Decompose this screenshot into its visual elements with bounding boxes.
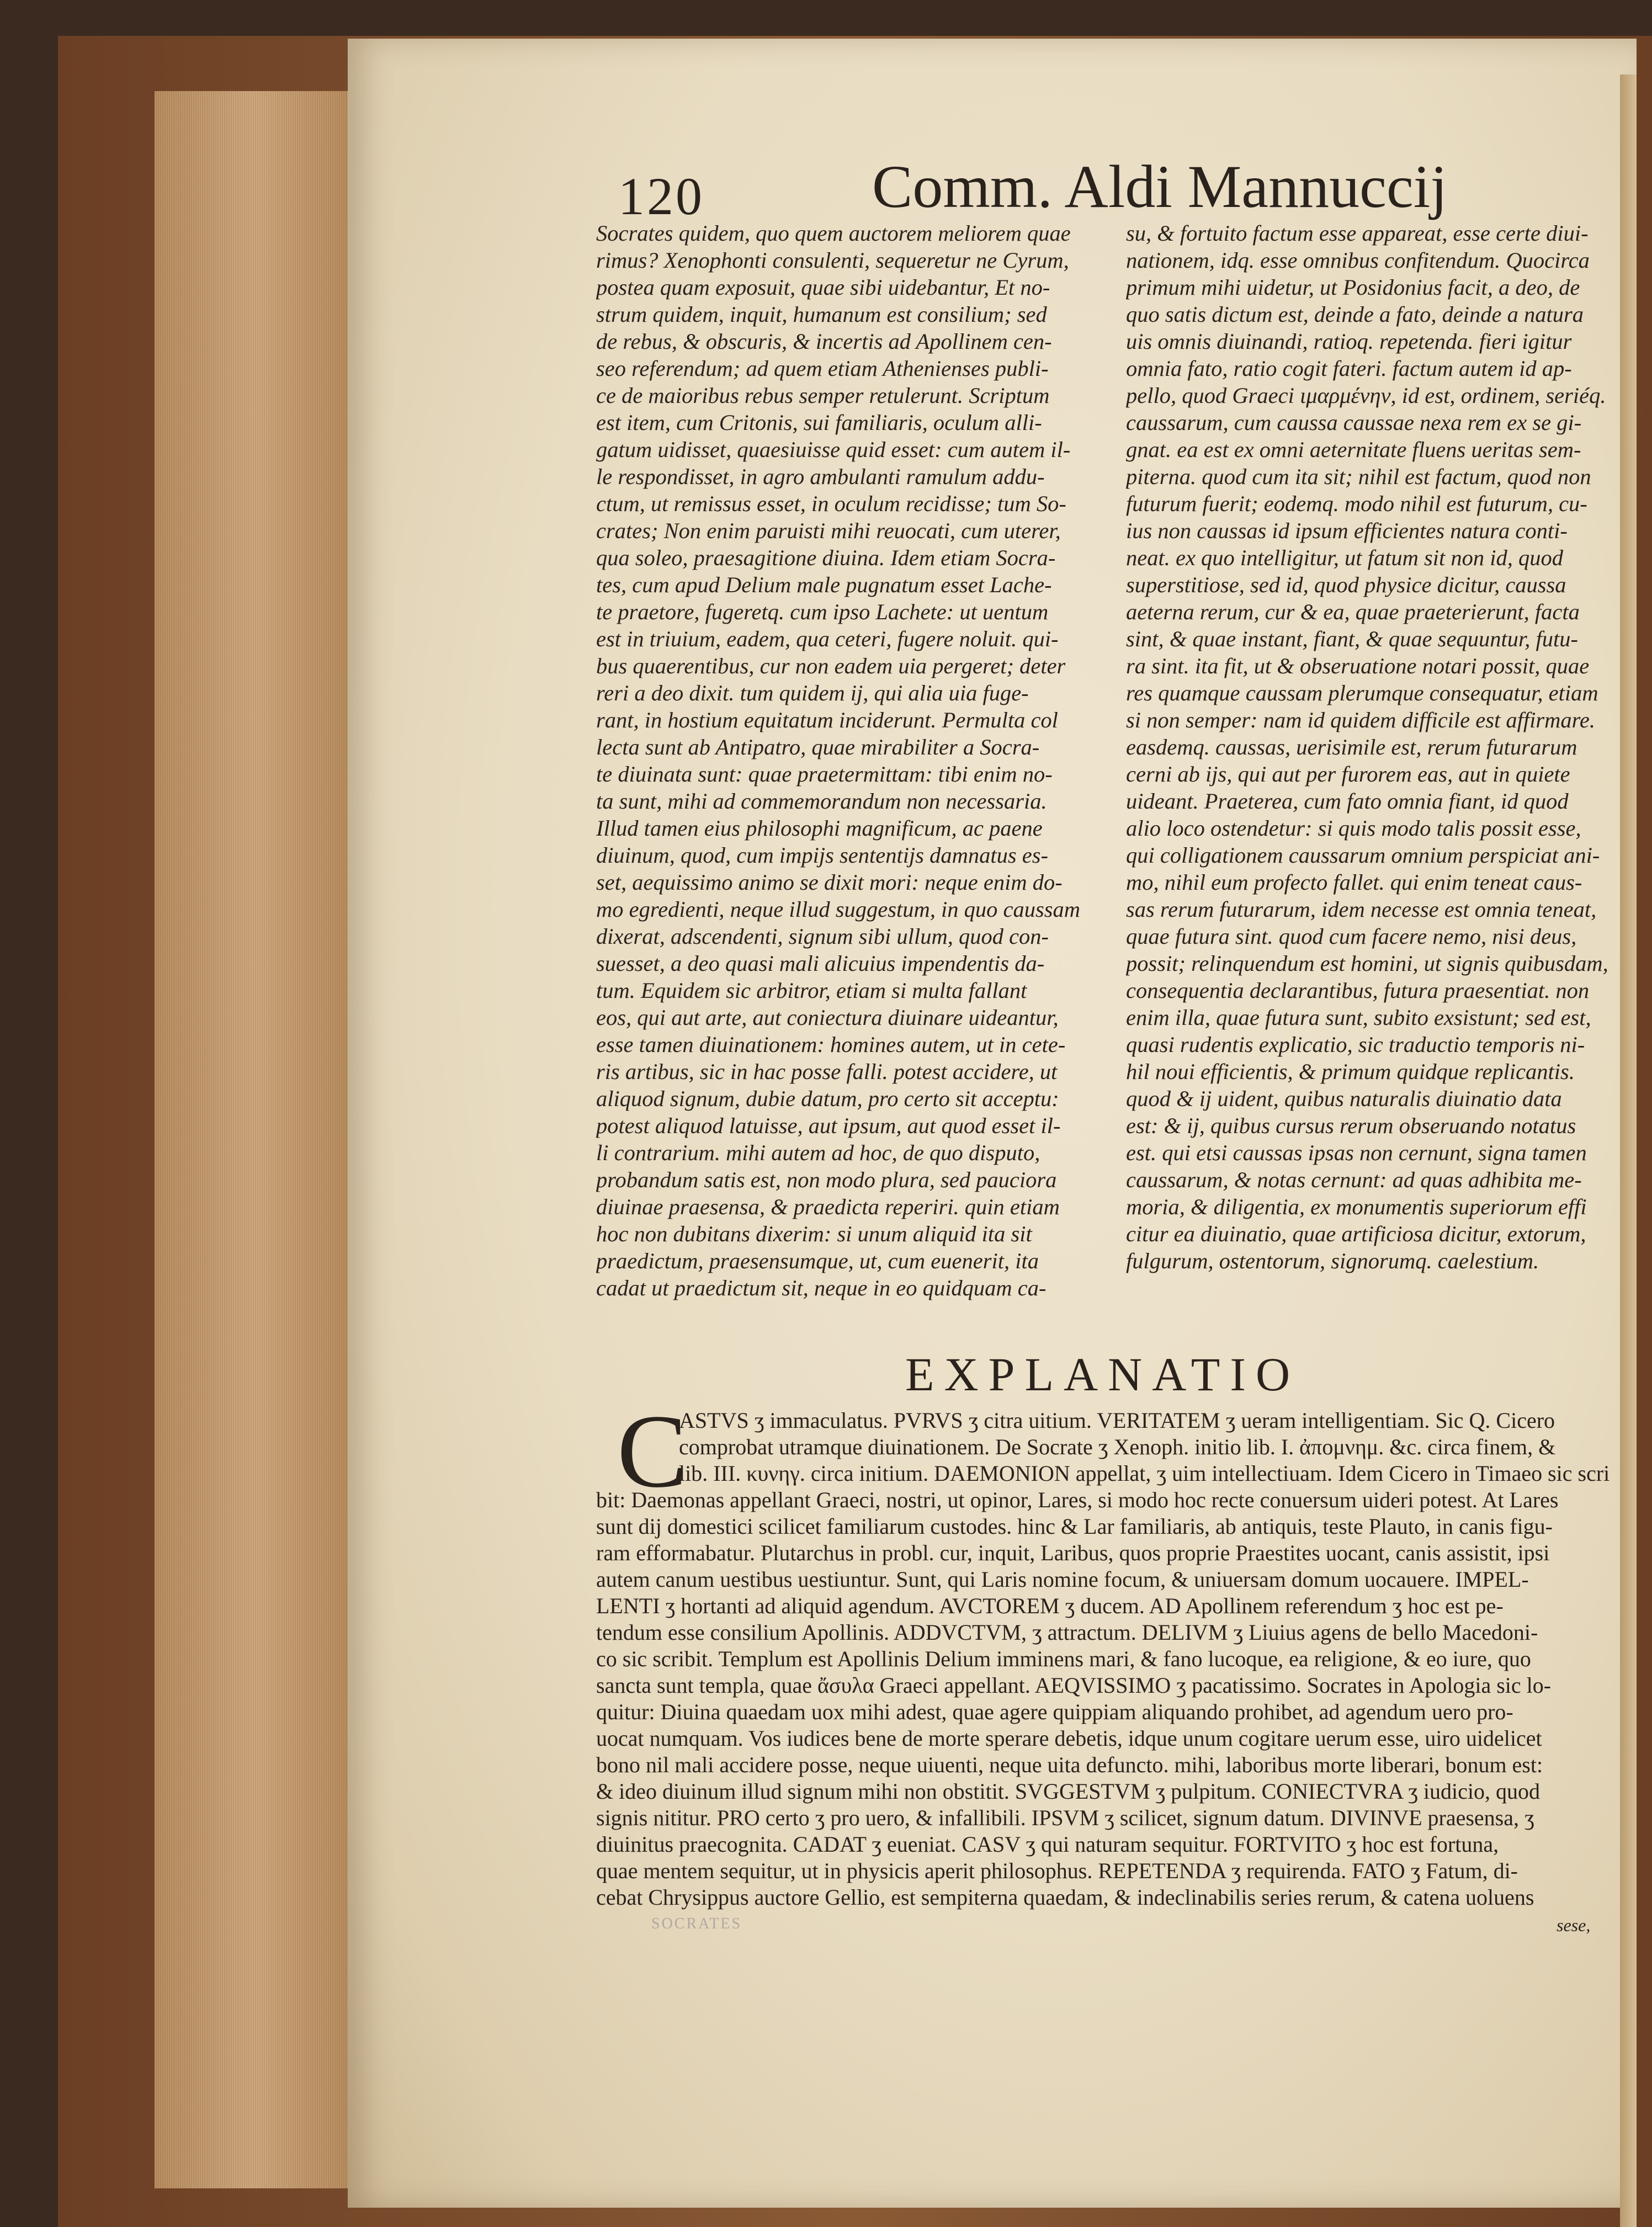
left-column-line: eos, qui aut arte, aut coniectura diuinare uideantur, (596, 1005, 1059, 1030)
commentary-line: sunt dij domestici scilicet familiarum custodes. hinc & Lar familiaris, ab antiquis, teste Plauto, in canis figu- (596, 1514, 1553, 1539)
left-column-line: le respondisset, in agro ambulanti ramulum addu- (596, 464, 1045, 489)
right-column-line: pello, quod Graeci ιμαρμένην, id est, ordinem, seriéq. (1126, 383, 1606, 408)
right-column-line: ius non caussas id ipsum efficientes natura conti- (1126, 518, 1568, 543)
right-column-line: possit; relinquendum est homini, ut signis quibusdam, (1126, 951, 1608, 976)
left-column-line: lecta sunt ab Antipatro, quae mirabiliter a Socra- (596, 735, 1040, 759)
commentary-line: ram efformabatur. Plutarchus in probl. cur, inquit, Laribus, quos proprie Praestites uocant, canis assistit, ipsi (596, 1540, 1550, 1565)
page-number: 120 (618, 167, 704, 226)
running-head: Comm. Aldi Mannuccij (872, 153, 1447, 220)
left-column-line: Illud tamen eius philosophi magnificum, ac paene (596, 816, 1043, 841)
left-column-line: hoc non dubitans dixerim: si unum aliquid ita sit (596, 1221, 1032, 1246)
right-column-line: quasi rudentis explicatio, sic traductio temporis ni- (1126, 1032, 1585, 1057)
left-column-line: seo referendum; ad quem etiam Athenienses publi- (596, 356, 1049, 381)
left-column-line: est in triuium, eadem, qua ceteri, fugere noluit. qui- (596, 626, 1059, 651)
commentary-line: & ideo diuinum illud signum mihi non obstitit. SVGGESTVM ʒ pulpitum. CONIECTVRA ʒ iudicio, quod (596, 1779, 1541, 1804)
commentary-line: autem canum uestibus uestiuntur. Sunt, qui Laris nomine focum, & uniuersam domum uocauere. IMPEL- (596, 1567, 1529, 1592)
right-column-line: est. qui etsi caussas ipsas non cernunt, signa tamen (1126, 1140, 1587, 1165)
left-column-line: strum quidem, inquit, humanum est consilium; sed (596, 302, 1047, 327)
right-column-line: consequentia declarantibus, futura praesentiat. non (1126, 978, 1590, 1003)
left-column-line: postea quam exposuit, quae sibi uidebantur, Et no- (596, 275, 1050, 300)
right-column-line: easdemq. caussas, uerisimile est, rerum futurarum (1126, 735, 1577, 759)
commentary-line: sancta sunt templa, quae ἄσυλα Graeci appellant. AEQVISSIMO ʒ pacatissimo. Socrates in Apologia sic lo- (596, 1673, 1552, 1698)
commentary-line: LENTI ʒ hortanti ad aliquid agendum. AVCTOREM ʒ ducem. AD Apollinem referendum ʒ hoc est pe- (596, 1593, 1504, 1618)
right-column-line: su, & fortuito factum esse appareat, esse certe diui- (1126, 221, 1589, 246)
right-column-line: qui colligationem caussarum omnium perspiciat ani- (1126, 843, 1600, 868)
left-column-line: ta sunt, mihi ad commemorandum non necessaria. (596, 789, 1047, 814)
catchword: sese, (1557, 1915, 1591, 1935)
left-column-line: ctum, ut remissus esset, in oculum recidisse; tum So- (596, 491, 1066, 516)
commentary-line: cebat Chrysippus auctore Gellio, est sempiterna quaedam, & indeclinabilis series rerum, & catena uoluens (596, 1885, 1534, 1910)
right-column-line: mo, nihil eum profecto fallet. qui enim teneat caus- (1126, 870, 1582, 895)
left-column-line: rimus? Xenophonti consulenti, sequeretur ne Cyrum, (596, 248, 1069, 273)
right-column-line: sas rerum futurarum, idem necesse est omnia teneat, (1126, 897, 1597, 922)
right-column-line: sint, & quae instant, fiant, & quae sequuntur, futu- (1126, 626, 1578, 651)
left-column-line: crates; Non enim paruisti mihi reuocati, cum uterer, (596, 518, 1061, 543)
right-column-line: quod & ij uident, quibus naturalis diuinatio data (1126, 1086, 1562, 1111)
left-column-line: mo egredienti, neque illud suggestum, in quo caussam (596, 897, 1081, 922)
right-column-line: si non semper: nam id quidem difficile est affirmare. (1126, 708, 1596, 732)
left-column-line: cadat ut praedictum sit, neque in eo quidquam ca- (596, 1275, 1047, 1300)
commentary-line: ASTVS ʒ immaculatus. PVRVS ʒ citra uitium. VERITATEM ʒ ueram intelligentiam. Sic Q. Cicero (679, 1408, 1555, 1433)
right-column-line: caussarum, cum caussa caussae nexa rem ex se gi- (1126, 410, 1582, 435)
left-column-line: tes, cum apud Delium male pugnatum esset Lache- (596, 572, 1052, 597)
right-column-line: hil noui efficientis, & primum quidque replicantis. (1126, 1059, 1575, 1084)
right-column-line: enim illa, quae futura sunt, subito exsistunt; sed est, (1126, 1005, 1591, 1030)
commentary-line: diuinitus praecognita. CADAT ʒ eueniat. CASV ʒ qui naturam sequitur. FORTVITO ʒ hoc est fortuna, (596, 1832, 1499, 1857)
right-column-line: neat. ex quo intelligitur, ut fatum sit non id, quod (1126, 545, 1563, 570)
left-column-line: probandum satis est, non modo plura, sed pauciora (596, 1167, 1057, 1192)
commentary-text (596, 1407, 1623, 1911)
left-column-line: praedictum, praesensumque, ut, cum euenerit, ita (596, 1248, 1039, 1273)
left-column-line: diuinum, quod, cum impijs sententijs damnatus es- (596, 843, 1048, 868)
right-column-line: alio loco ostendetur: si quis modo talis possit esse, (1126, 816, 1581, 841)
right-column-line: superstitiose, sed id, quod physice dicitur, caussa (1126, 572, 1566, 597)
right-column-line: futurum fuerit; eodemq. modo nihil est futurum, cu- (1126, 491, 1587, 516)
drop-cap: C (617, 1394, 687, 1510)
left-column-line: gatum uidisset, quaesiuisse quid esset: cum autem il- (596, 437, 1071, 462)
commentary-line: quitur: Diuina quaedam uox mihi adest, quae agere quippiam aliquando prohibet, ad agendum uero pro- (596, 1699, 1513, 1724)
commentary-line: tendum esse consilium Apollinis. ADDVCTVM, ʒ attractum. DELIVM ʒ Liuius agens de bello Macedoni- (596, 1620, 1538, 1645)
left-column-line: li contrarium. mihi autem ad hoc, de quo disputo, (596, 1140, 1040, 1165)
left-column-line: dixerat, adscendenti, signum sibi ullum, quod con- (596, 924, 1049, 949)
right-column-line: nationem, idq. esse omnibus confitendum. Quocirca (1126, 248, 1590, 273)
commentary-line: lib. III. κυνηγ. circa initium. DAEMONION appellat, ʒ uim intellectiuam. Idem Cicero in Timaeo sic scri (679, 1461, 1610, 1486)
right-column-line: est: & ij, quibus cursus rerum obseruando notatus (1126, 1113, 1576, 1138)
right-column-line: uideant. Praeterea, cum fato omnia fiant, id quod (1126, 789, 1569, 814)
right-column-line: piterna. quod cum ita sit; nihil est factum, quod non (1126, 464, 1591, 489)
right-column-line: quae futura sint. quod cum facere nemo, nisi deus, (1126, 924, 1577, 949)
right-column-line: caussarum, & notas cernunt: ad quas adhibita me- (1126, 1167, 1582, 1192)
left-column-line: set, aequissimo animo se dixit mori: neque enim do- (596, 870, 1063, 895)
commentary-line: bono nil mali accidere posse, neque uiuenti, neque uita defuncto. mihi, laboribus morte liberari, bonum est: (596, 1752, 1543, 1777)
right-column-line: aeterna rerum, cur & ea, quae praeterierunt, facta (1126, 599, 1580, 624)
commentary-line: comprobat utramque diuinationem. De Socrate ʒ Xenoph. initio lib. I. ἀπομνημ. &c. circa finem, & (679, 1434, 1556, 1459)
left-column-line: est item, cum Critonis, sui familiaris, oculum alli- (596, 410, 1042, 435)
left-column-line: ce de maioribus rebus semper retulerunt. Scriptum (596, 383, 1050, 408)
commentary-line: quae mentem sequitur, ut in physicis aperit philosophus. REPETENDA ʒ requirenda. FATO ʒ Fatum, di- (596, 1858, 1518, 1883)
left-column-line: Socrates quidem, quo quem auctorem meliorem quae (596, 221, 1071, 246)
right-column-line: omnia fato, ratio cogit fateri. factum autem id ap- (1126, 356, 1572, 381)
left-column-line: reri a deo dixit. tum quidem ij, qui alia uia fuge- (596, 681, 1029, 705)
left-column-line: esse tamen diuinationem: homines autem, ut in cete- (596, 1032, 1066, 1057)
section-title: EXPLANATIO (905, 1348, 1300, 1401)
left-column-line: te diuinata sunt: quae praetermittam: tibi enim no- (596, 762, 1053, 786)
right-column-line: res quamque caussam plerumque consequatur, etiam (1126, 681, 1598, 705)
left-column-line: de rebus, & obscuris, & incertis ad Apollinem cen- (596, 329, 1052, 354)
left-column-line: diuinae praesensa, & praedicta reperiri. quin etiam (596, 1194, 1060, 1219)
left-column-line: aliquod signum, dubie datum, pro certo sit acceptu: (596, 1086, 1059, 1111)
left-column-line: bus quaerentibus, cur non eadem uia pergeret; deter (596, 653, 1066, 678)
commentary-line: signis nititur. PRO certo ʒ pro uero, & infallibili. IPSVM ʒ scilicet, signum datum. DIVINVE praesensa, ʒ (596, 1805, 1534, 1830)
left-column-line: ris artibus, sic in hac posse falli. potest accidere, ut (596, 1059, 1058, 1084)
right-column-line: cerni ab ijs, qui aut per furorem eas, aut in quiete (1126, 762, 1570, 786)
left-column-line: tum. Equidem sic arbitror, etiam si multa fallant (596, 978, 1027, 1003)
text-column-left (596, 220, 1104, 1301)
right-column-line: uis omnis diuinandi, ratioq. repetenda. fieri igitur (1126, 329, 1572, 354)
text-column-right (1126, 220, 1623, 1274)
commentary-line: uocat numquam. Vos iudices bene de morte sperare debetis, idque unum cogitare uerum esse, uiro uidelicet (596, 1726, 1542, 1751)
right-column-line: quo satis dictum est, deinde a fato, deinde a natura (1126, 302, 1584, 327)
left-column-line: potest aliquod latuisse, aut ipsum, aut quod esset il- (596, 1113, 1061, 1138)
left-column-line: qua soleo, praesagitione diuina. Idem etiam Socra- (596, 545, 1056, 570)
right-column-line: fulgurum, ostentorum, signorumq. caelestium. (1126, 1248, 1539, 1273)
right-column-line: moria, & diligentia, ex monumentis superiorum effi (1126, 1194, 1587, 1219)
commentary-line: bit: Daemonas appellant Graeci, nostri, ut opinor, Lares, si modo hoc recte conuersum uideri potest. At Lares (596, 1487, 1559, 1512)
left-column-line: suesset, a deo quasi mali alicuius impendentis da- (596, 951, 1045, 976)
right-column-line: citur ea diuinatio, quae artificiosa dicitur, extorum, (1126, 1221, 1586, 1246)
right-column-line: ra sint. ita fit, ut & obseruatione notari possit, quae (1126, 653, 1590, 678)
left-column-line: te praetore, fugeretq. cum ipso Lachete: ut uentum (596, 599, 1049, 624)
commentary-line: co sic scribit. Templum est Apollinis Delium imminens mari, & fano lucoque, ea religione, & eo iure, quo (596, 1646, 1531, 1671)
right-column-line: primum mihi uidetur, ut Posidonius facit, a deo, de (1126, 275, 1580, 300)
right-column-line: gnat. ea est ex omni aeternitate fluens ueritas sem- (1126, 437, 1581, 462)
library-stamp: SOCRATES (651, 1915, 742, 1932)
left-column-line: rant, in hostium equitatum inciderunt. Permulta col (596, 708, 1058, 732)
